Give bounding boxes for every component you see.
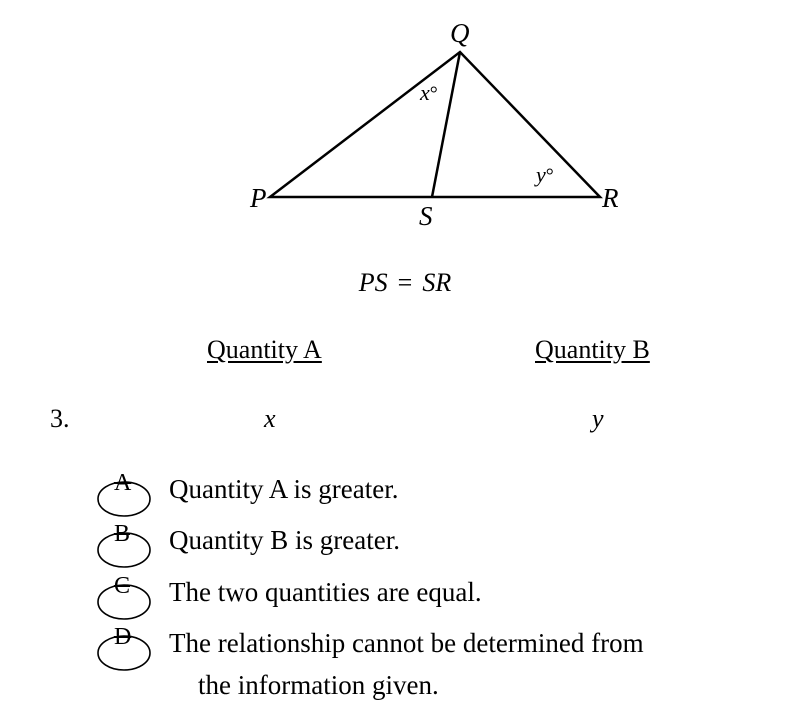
choice-b[interactable] bbox=[96, 521, 796, 571]
choice-d-text: The relationship cannot be determined from bbox=[169, 628, 644, 658]
vertex-label-r: R bbox=[602, 183, 619, 213]
choice-b-bubble[interactable] bbox=[96, 521, 152, 569]
condition-equals: = bbox=[397, 268, 413, 297]
given-condition bbox=[0, 268, 810, 298]
choice-d-bubble[interactable] bbox=[96, 624, 152, 672]
quantity-a-header: Quantity A bbox=[207, 335, 322, 364]
triangle-figure bbox=[0, 0, 810, 250]
choice-d-text-continued: the information given. bbox=[198, 670, 439, 700]
quantity-a-value: x bbox=[264, 404, 276, 433]
triangle-diagram bbox=[0, 0, 810, 250]
condition-left: PS bbox=[358, 268, 388, 297]
segment-qs bbox=[432, 52, 460, 197]
choice-d-letter: D bbox=[114, 624, 132, 650]
choice-c[interactable] bbox=[96, 573, 796, 623]
angle-label-y: y° bbox=[536, 162, 554, 187]
choice-a-bubble[interactable] bbox=[96, 470, 152, 518]
choice-b-text: Quantity B is greater. bbox=[169, 525, 400, 555]
choice-c-letter: C bbox=[114, 573, 131, 599]
vertex-label-q: Q bbox=[450, 18, 470, 48]
choice-c-text: The two quantities are equal. bbox=[169, 577, 482, 607]
vertex-label-p: P bbox=[250, 183, 267, 213]
choice-a[interactable] bbox=[96, 470, 796, 520]
angle-label-x: x° bbox=[420, 80, 438, 105]
choice-b-letter: B bbox=[114, 521, 131, 547]
choice-a-letter: A bbox=[114, 470, 132, 496]
question-number: 3. bbox=[50, 404, 70, 433]
choice-c-bubble[interactable] bbox=[96, 573, 152, 621]
condition-right: SR bbox=[422, 268, 452, 297]
quantity-b-value: y bbox=[592, 404, 604, 433]
quantity-b-header: Quantity B bbox=[535, 335, 650, 364]
choice-a-text: Quantity A is greater. bbox=[169, 474, 399, 504]
vertex-label-s: S bbox=[419, 201, 433, 231]
choice-d[interactable] bbox=[96, 624, 796, 700]
